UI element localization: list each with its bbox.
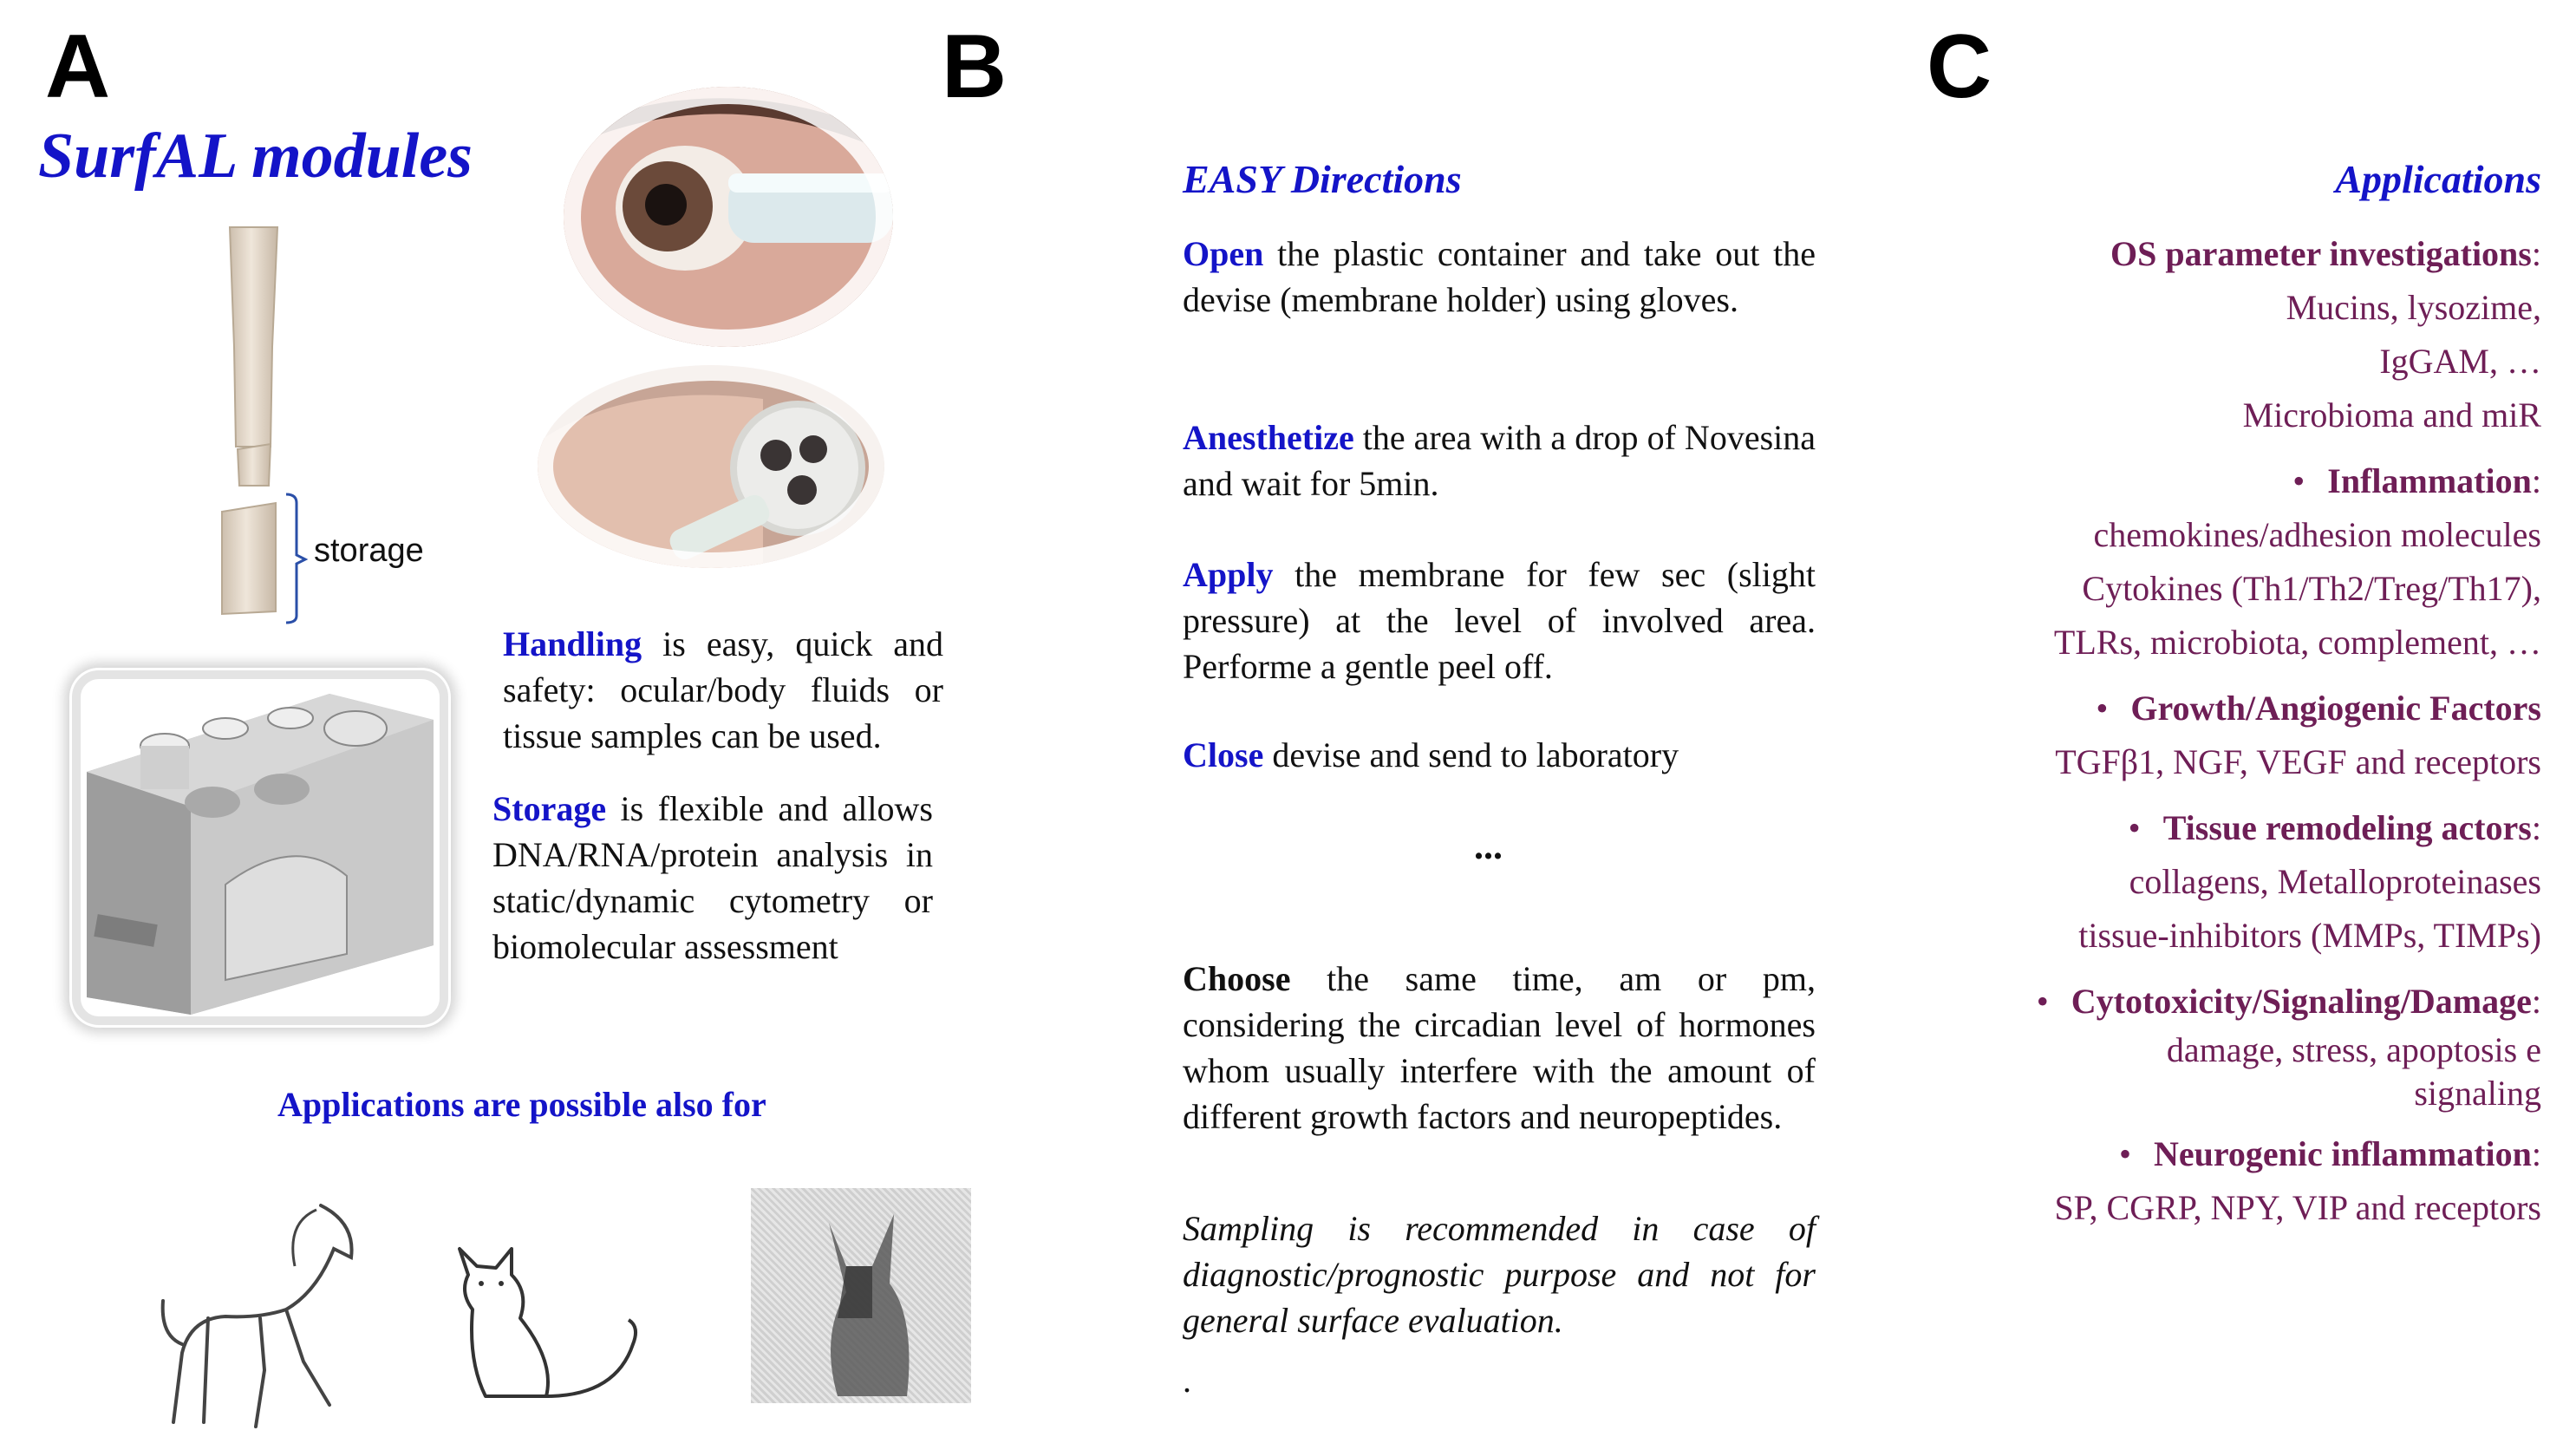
- group-suffix: :: [2531, 461, 2541, 500]
- step-close: [1183, 732, 1816, 778]
- group-os-parameters: [1917, 227, 2541, 442]
- choose-text: the same time, am or pm, considering the circadian level of hormones whom usually interfere with the amount of different growth factors and neuropeptides.: [1183, 959, 1816, 1136]
- cat-icon: [442, 1240, 659, 1414]
- horse-icon: [156, 1188, 382, 1440]
- group-cytotoxicity: [1917, 975, 2541, 1115]
- choose-keyword: Choose: [1183, 959, 1291, 998]
- group-line: Mucins, lysozime,: [2286, 288, 2541, 327]
- group-head: Neurogenic inflammation: [2153, 1134, 2532, 1173]
- panel-letter-a: A: [45, 16, 111, 117]
- group-suffix: :: [2531, 982, 2541, 1021]
- group-line: damage, stress, apoptosis e: [2166, 1030, 2541, 1069]
- group-line: collagens, Metalloproteinases: [2129, 862, 2541, 901]
- group-head: Tissue remodeling actors: [2162, 808, 2532, 847]
- group-line: tissue-inhibitors (MMPs, TIMPs): [2078, 916, 2541, 955]
- easy-directions-title: EASY Directions: [1183, 157, 1462, 201]
- group-line: TLRs, microbiota, complement, …: [2053, 623, 2541, 662]
- group-suffix: :: [2531, 234, 2541, 273]
- group-line: TGFβ1, NGF, VEGF and receptors: [2055, 742, 2541, 781]
- choose-paragraph: [1183, 956, 1816, 1140]
- ellipsis: ...: [1474, 825, 1503, 867]
- sampling-note: Sampling is recommended in case of diagnostic/prognostic purpose and not for general surface evaluation.: [1183, 1209, 1816, 1340]
- anesthetize-keyword: Anesthetize: [1183, 418, 1354, 457]
- close-keyword: Close: [1183, 735, 1264, 774]
- handling-text: is easy, quick and safety: ocular/body fluids or tissue samples can be used.: [503, 624, 943, 755]
- storage-text: is flexible and allows DNA/RNA/protein analysis in static/dynamic cytometry or biomolecular assessment: [492, 789, 933, 966]
- group-head: Cytotoxicity/Signaling/Damage: [2071, 982, 2532, 1021]
- open-keyword: Open: [1183, 234, 1264, 273]
- storage-box-drawing: [69, 668, 451, 1028]
- hand-device-photo: [538, 364, 884, 568]
- dog-photo: [751, 1188, 971, 1403]
- storage-paragraph: [492, 786, 933, 970]
- open-text: the plastic container and take out the devise (membrane holder) using gloves.: [1183, 234, 1816, 319]
- group-growth-factors: [1917, 682, 2541, 789]
- apply-text: the membrane for few sec (slight pressure) at the level of involved area. Performe a gentle peel off.: [1183, 555, 1816, 686]
- group-suffix: :: [2531, 1134, 2541, 1173]
- apply-keyword: Apply: [1183, 555, 1274, 594]
- group-head: Inflammation: [2327, 461, 2532, 500]
- storage-label: storage: [314, 532, 424, 569]
- close-text: devise and send to laboratory: [1263, 735, 1679, 774]
- group-tissue-remodeling: [1917, 801, 2541, 963]
- group-inflammation: [1917, 454, 2541, 669]
- handling-keyword: Handling: [503, 624, 642, 663]
- group-line: SP, CGRP, NPY, VIP and receptors: [2054, 1188, 2541, 1227]
- group-head: OS parameter investigations: [2110, 234, 2532, 273]
- applications-also-heading: Applications are possible also for: [277, 1085, 766, 1124]
- group-line: Cytokines (Th1/Th2/Treg/Th17),: [2082, 569, 2541, 608]
- dog-drawing: [751, 1188, 971, 1403]
- group-line: IgGAM, …: [2379, 342, 2541, 381]
- group-line: signaling: [2414, 1074, 2541, 1113]
- step-apply: [1183, 552, 1816, 689]
- applications-title: Applications: [2335, 157, 2541, 201]
- surfal-modules-title: SurfAL modules: [38, 121, 473, 192]
- trailing-dot: .: [1183, 1361, 1191, 1400]
- hand-photo-drawing: [538, 364, 884, 568]
- step-anesthetize: [1183, 415, 1816, 506]
- storage-box-render: [69, 668, 451, 1028]
- handling-paragraph: [503, 621, 943, 759]
- storage-keyword: Storage: [492, 789, 607, 828]
- step-open: [1183, 231, 1816, 323]
- group-neurogenic: [1917, 1127, 2541, 1235]
- anesthetize-text: the area with a drop of Novesina and wait for 5min.: [1183, 418, 1816, 503]
- applications-list: [1917, 227, 2541, 1235]
- eye-sampling-photo: [564, 87, 893, 347]
- eye-photo-drawing: [564, 87, 893, 347]
- panel-letter-b: B: [942, 16, 1008, 117]
- panel-letter-c: C: [1927, 16, 1992, 117]
- group-line: Microbioma and miR: [2242, 395, 2541, 434]
- group-suffix: :: [2531, 808, 2541, 847]
- group-head: Growth/Angiogenic Factors: [2130, 689, 2541, 728]
- group-line: chemokines/adhesion molecules: [2093, 515, 2541, 554]
